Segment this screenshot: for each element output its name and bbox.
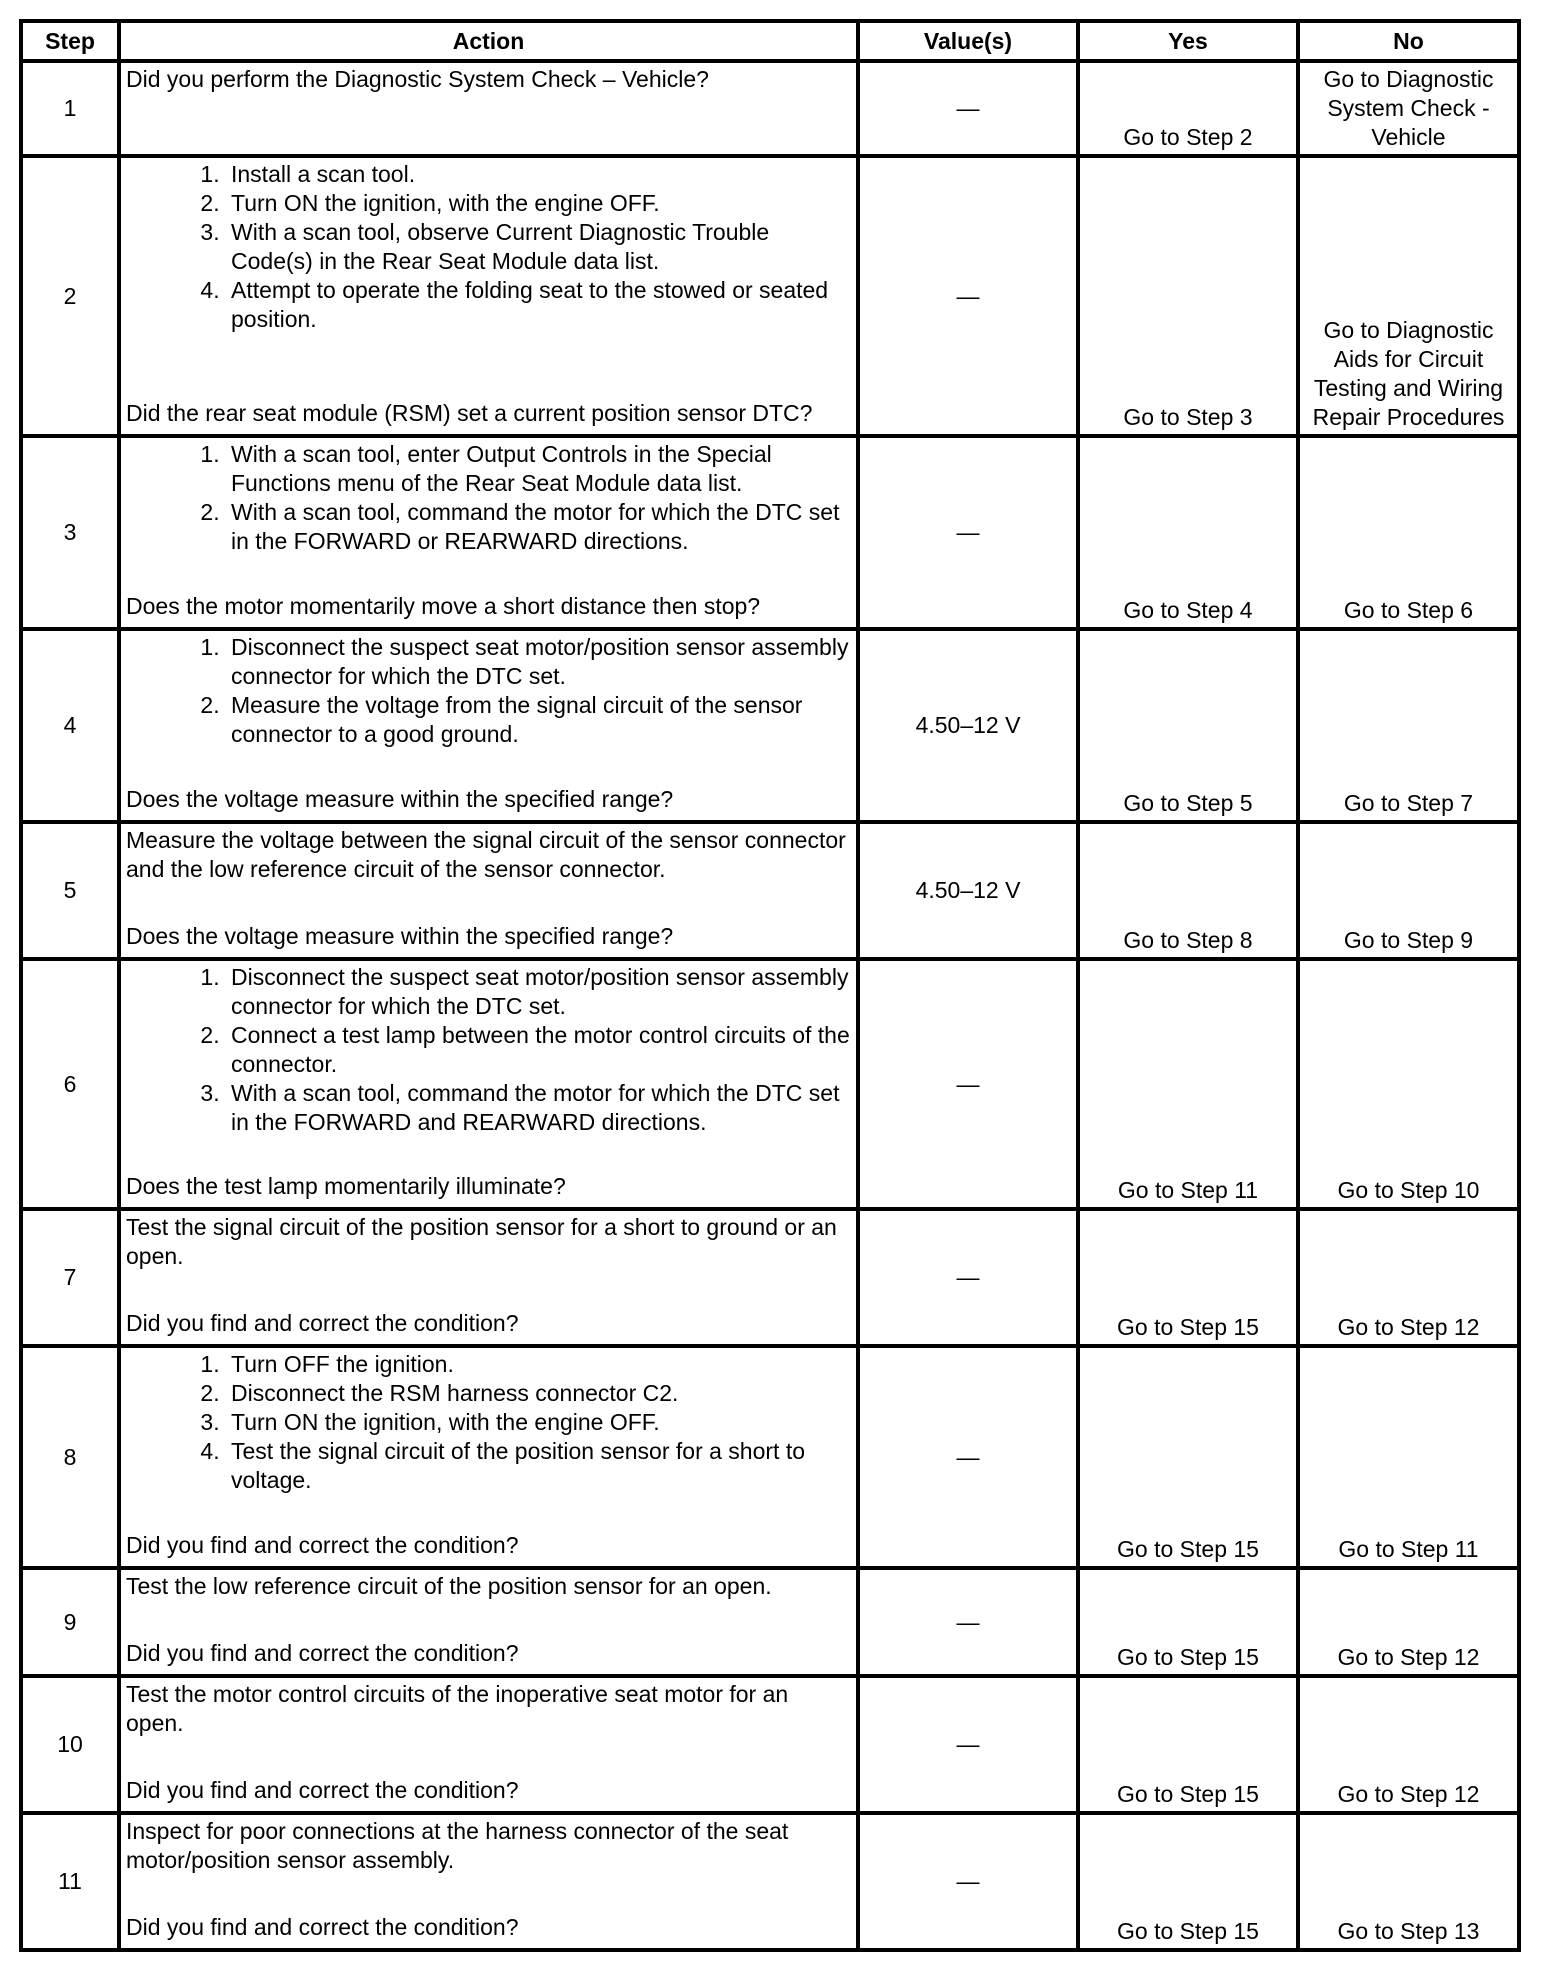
no-cell: Go to Step 12 [1298,1568,1519,1676]
table-row [21,959,1519,1209]
step-number: 8 [21,1346,119,1568]
instruction-item: 1. Disconnect the suspect seat motor/position sensor assembly connector for which the DTC set. [226,963,852,1021]
no-cell: Go to Step 10 [1298,959,1519,1209]
action-content [126,633,852,814]
action-cell [119,1813,858,1950]
yes-cell: Go to Step 8 [1078,822,1298,959]
step-number: 11 [21,1813,119,1950]
action-statement: Measure the voltage between the signal circuit of the sensor connector and the low reference circuit of the sensor connector. [126,827,846,882]
action-cell [119,156,858,436]
action-instructions [126,963,852,1137]
header-values: Value(s) [858,21,1078,61]
table-row [21,1813,1519,1950]
action-cell [119,1209,858,1346]
yes-cell: Go to Step 15 [1078,1676,1298,1813]
instruction-item: 2. Connect a test lamp between the motor control circuits of the connector. [226,1021,852,1079]
action-question: Did you find and correct the condition? [126,1532,519,1558]
instruction-item: 1. Turn OFF the ignition. [226,1350,852,1379]
no-cell: Go to Step 13 [1298,1813,1519,1950]
header-action: Action [119,21,858,61]
table-row [21,1209,1519,1346]
instruction-item: 2. With a scan tool, command the motor for which the DTC set in the FORWARD or REARWARD directions. [226,498,852,556]
no-cell: Go to Step 12 [1298,1209,1519,1346]
action-cell [119,629,858,822]
action-instructions [126,440,852,556]
step-number: 5 [21,822,119,959]
no-cell: Go to Step 11 [1298,1346,1519,1568]
table-row [21,1568,1519,1676]
no-cell: Go to Step 9 [1298,822,1519,959]
step-number: 3 [21,436,119,629]
action-question: Did you find and correct the condition? [126,1777,519,1803]
action-question: Does the voltage measure within the specified range? [126,786,674,812]
action-cell [119,1346,858,1568]
yes-cell: Go to Step 3 [1078,156,1298,436]
instruction-list [126,633,852,749]
instruction-item: 4. Test the signal circuit of the position sensor for a short to voltage. [226,1437,852,1495]
value-cell: — [858,1813,1078,1950]
yes-cell: Go to Step 15 [1078,1346,1298,1568]
action-statement: Test the motor control circuits of the inoperative seat motor for an open. [126,1681,789,1736]
action-question: Does the test lamp momentarily illuminate? [126,1173,566,1199]
instruction-item: 1. With a scan tool, enter Output Controls in the Special Functions menu of the Rear Seat Module data list. [226,440,852,498]
instruction-item: 2. Disconnect the RSM harness connector C2. [226,1379,852,1408]
no-cell: Go to Diagnostic System Check - Vehicle [1298,61,1519,156]
action-content [126,963,852,1201]
action-instructions [126,1572,852,1601]
instruction-list [126,1350,852,1495]
value-cell: — [858,1568,1078,1676]
instruction-item: 2. Turn ON the ignition, with the engine OFF. [226,189,852,218]
action-statement: Test the signal circuit of the position sensor for a short to ground or an open. [126,1214,837,1269]
value-cell: — [858,156,1078,436]
value-cell: — [858,1209,1078,1346]
step-number: 4 [21,629,119,822]
table-row [21,1676,1519,1813]
step-number: 7 [21,1209,119,1346]
no-cell: Go to Step 6 [1298,436,1519,629]
instruction-item: 2. Measure the voltage from the signal circuit of the sensor connector to a good ground. [226,691,852,749]
action-content [126,1350,852,1560]
action-statement: Test the low reference circuit of the position sensor for an open. [126,1573,772,1599]
step-number: 2 [21,156,119,436]
yes-cell: Go to Step 15 [1078,1813,1298,1950]
step-number: 9 [21,1568,119,1676]
instruction-item: 4. Attempt to operate the folding seat to the stowed or seated position. [226,276,852,334]
step-number: 6 [21,959,119,1209]
yes-cell: Go to Step 15 [1078,1568,1298,1676]
action-question: Did you perform the Diagnostic System Check – Vehicle? [126,66,709,92]
action-question: Did you find and correct the condition? [126,1640,519,1666]
action-cell [119,436,858,629]
yes-cell: Go to Step 5 [1078,629,1298,822]
action-content [126,1213,852,1338]
no-cell: Go to Step 12 [1298,1676,1519,1813]
instruction-item: 1. Install a scan tool. [226,160,852,189]
no-cell: Go to Step 7 [1298,629,1519,822]
action-instructions [126,633,852,749]
value-cell: — [858,61,1078,156]
action-cell [119,959,858,1209]
header-row [21,21,1519,61]
yes-cell: Go to Step 11 [1078,959,1298,1209]
action-cell [119,1568,858,1676]
action-cell [119,822,858,959]
table-row [21,436,1519,629]
value-cell: — [858,1676,1078,1813]
action-content [126,1572,852,1668]
instruction-item: 3. Turn ON the ignition, with the engine OFF. [226,1408,852,1437]
instruction-item: 3. With a scan tool, observe Current Diagnostic Trouble Code(s) in the Rear Seat Module data list. [226,218,852,276]
value-cell: 4.50–12 V [858,822,1078,959]
action-question: Does the voltage measure within the specified range? [126,923,674,949]
value-cell: — [858,1346,1078,1568]
action-cell [119,61,858,156]
table-body [21,61,1519,1950]
action-content [126,160,852,428]
table-row [21,61,1519,156]
value-cell: — [858,436,1078,629]
table-row [21,1346,1519,1568]
instruction-list [126,160,852,334]
action-question: Did you find and correct the condition? [126,1310,519,1336]
action-question: Did you find and correct the condition? [126,1914,519,1940]
header-step: Step [21,21,119,61]
action-instructions [126,65,852,94]
header-yes: Yes [1078,21,1298,61]
instruction-item: 1. Disconnect the suspect seat motor/position sensor assembly connector for which the DTC set. [226,633,852,691]
instruction-item: 3. With a scan tool, command the motor for which the DTC set in the FORWARD and REARWARD directions. [226,1079,852,1137]
action-content [126,826,852,951]
action-cell [119,1676,858,1813]
diagnostic-table [19,19,1521,1952]
yes-cell: Go to Step 15 [1078,1209,1298,1346]
yes-cell: Go to Step 4 [1078,436,1298,629]
no-cell: Go to Diagnostic Aids for Circuit Testing and Wiring Repair Procedures [1298,156,1519,436]
action-question: Does the motor momentarily move a short distance then stop? [126,593,761,619]
table-row [21,822,1519,959]
action-content [126,1680,852,1805]
value-cell: — [858,959,1078,1209]
instruction-list [126,440,852,556]
step-number: 10 [21,1676,119,1813]
action-instructions [126,1213,852,1271]
step-number: 1 [21,61,119,156]
header-no: No [1298,21,1519,61]
table-row [21,629,1519,822]
table-row [21,156,1519,436]
action-question: Did the rear seat module (RSM) set a current position sensor DTC? [126,400,813,426]
action-instructions [126,1680,852,1738]
yes-cell: Go to Step 2 [1078,61,1298,156]
action-instructions [126,1817,852,1875]
action-instructions [126,1350,852,1495]
value-cell: 4.50–12 V [858,629,1078,822]
action-content [126,1817,852,1942]
action-instructions [126,160,852,334]
action-statement: Inspect for poor connections at the harness connector of the seat motor/position sensor assembly. [126,1818,789,1873]
action-instructions [126,826,852,884]
instruction-list [126,963,852,1137]
action-content [126,65,852,148]
action-content [126,440,852,621]
